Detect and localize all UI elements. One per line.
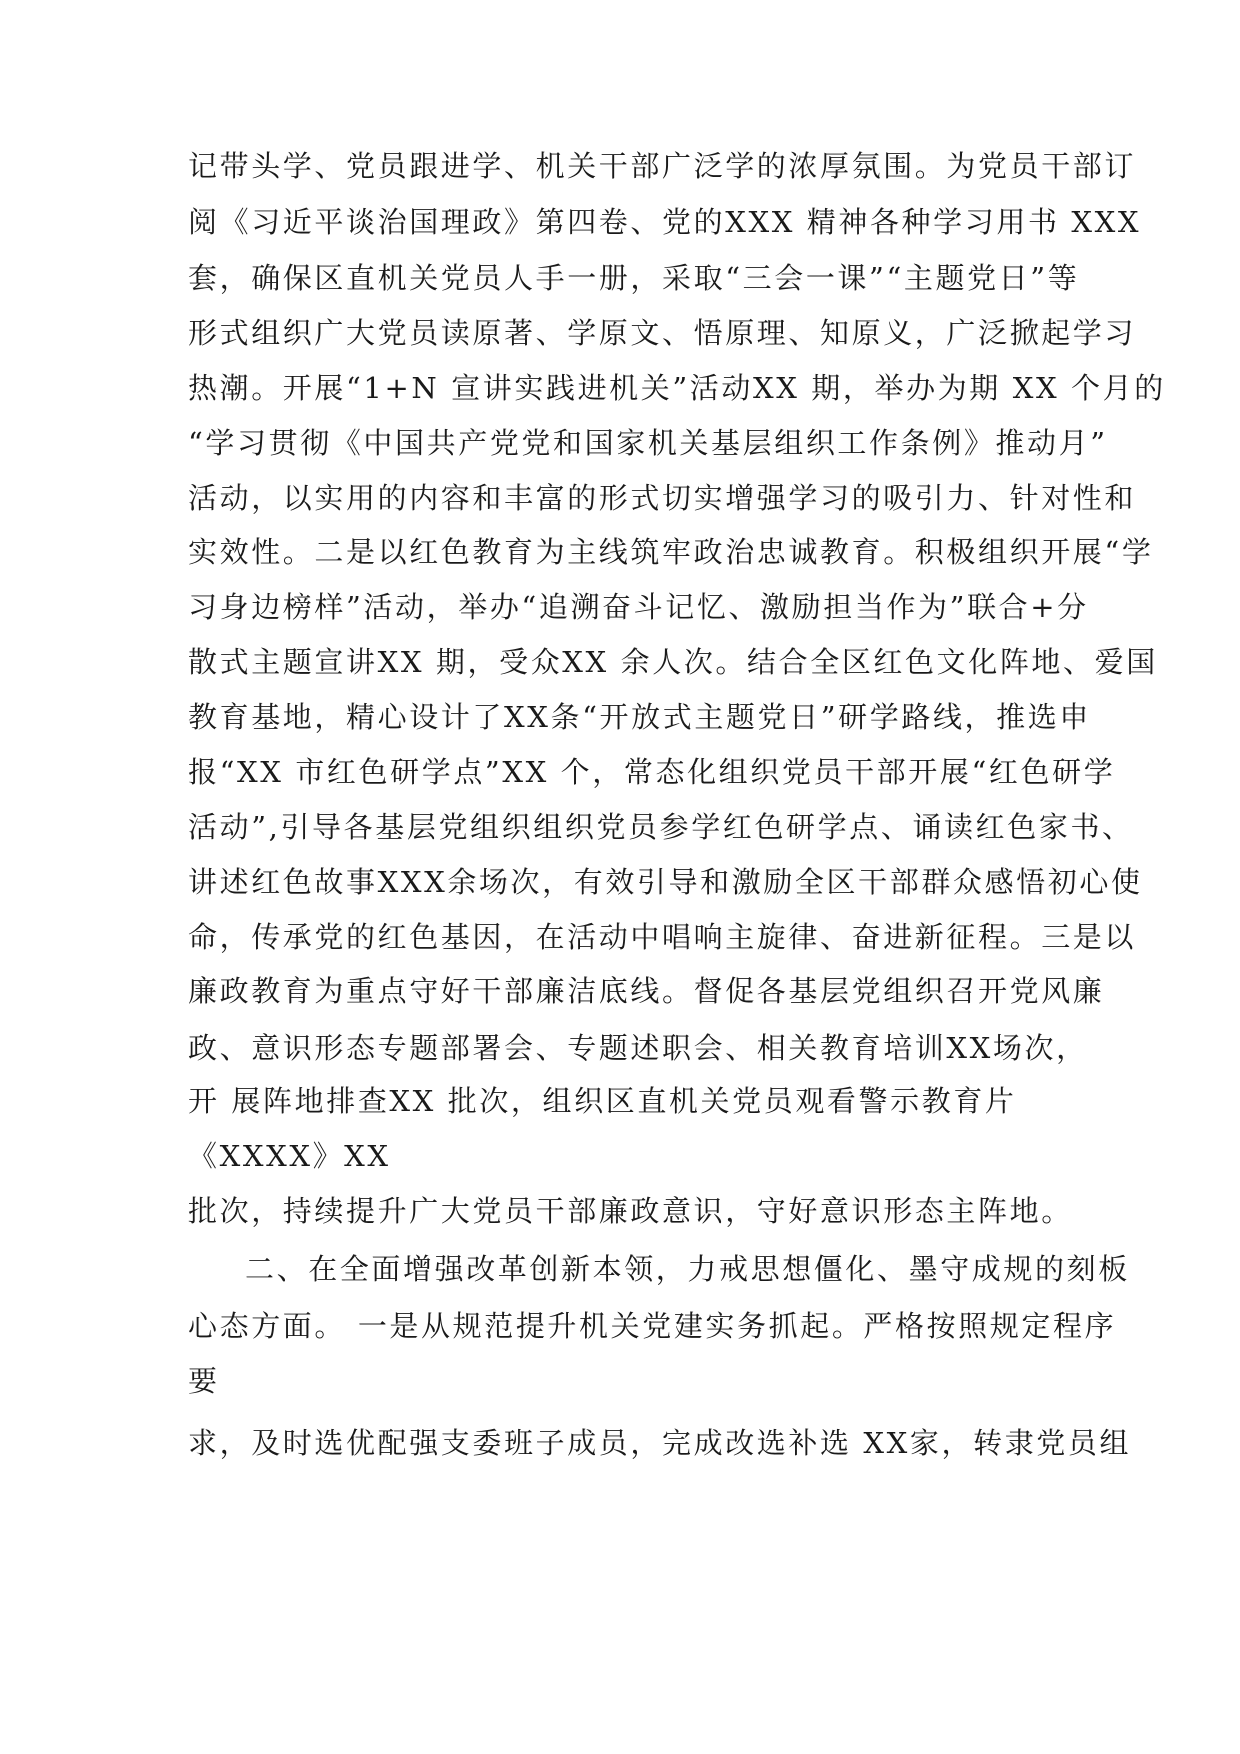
body-line-1: 记带头学、党员跟进学、机关干部广泛学的浓厚氛围。为党员干部订 xyxy=(188,149,1137,183)
body-line-17: 政、意识形态专题部署会、专题述职会、相关教育培训XX场次， xyxy=(188,1031,1088,1065)
body-line-12: 报“XX 市红色研学点”XX 个，常态化组织党员干部开展“红色研学 xyxy=(188,755,1116,789)
body-line-3: 套，确保区直机关党员人手一册，采取“三会一课”“主题党日”等 xyxy=(188,261,1080,295)
body-line-5: 热潮。开展“1+N 宣讲实践进机关”活动XX 期，举办为期 XX 个月的 xyxy=(188,371,1166,405)
body-line-15: 命，传承党的红色基因，在活动中唱响主旋律、奋进新征程。三是以 xyxy=(188,920,1137,954)
section-heading-line: 二、在全面增强改革创新本领，力戒思想僵化、墨守成规的刻板 xyxy=(245,1252,1130,1286)
body-line-7: 活动，以实用的内容和丰富的形式切实增强学习的吸引力、针对性和 xyxy=(188,481,1137,515)
body-line-22: 心态方面。 一是从规范提升机关党建实务抓起。严格按照规定程序 xyxy=(188,1309,1117,1343)
body-line-16: 廉政教育为重点守好干部廉洁底线。督促各基层党组织召开党风廉 xyxy=(188,974,1105,1008)
body-line-4: 形式组织广大党员读原著、学原文、悟原理、知原义，广泛掀起学习 xyxy=(188,316,1137,350)
body-line-11: 教育基地，精心设计了XX条“开放式主题党日”研学路线，推选申 xyxy=(188,700,1091,734)
body-line-9: 习身边榜样”活动，举办“追溯奋斗记忆、激励担当作为”联合+分 xyxy=(188,590,1089,624)
body-line-2: 阅《习近平谈治国理政》第四卷、党的XXX 精神各种学习用书 XXX xyxy=(188,205,1142,239)
body-line-13: 活动”,引导各基层党组织组织党员参学红色研学点、诵读红色家书、 xyxy=(188,810,1134,844)
body-line-18: 开 展阵地排查XX 批次，组织区直机关党员观看警示教育片 xyxy=(188,1084,1017,1118)
body-line-23: 要 xyxy=(188,1364,220,1398)
body-line-20: 批次，持续提升广大党员干部廉政意识，守好意识形态主阵地。 xyxy=(188,1194,1073,1228)
body-line-19: 《XXXX》XX xyxy=(188,1139,391,1173)
body-line-10: 散式主题宣讲XX 期，受众XX 余人次。结合全区红色文化阵地、爱国 xyxy=(188,645,1158,679)
body-line-24: 求，及时选优配强支委班子成员，完成改选补选 XX家，转隶党员组 xyxy=(188,1426,1132,1460)
body-line-6: “学习贯彻《中国共产党党和国家机关基层组织工作条例》推动月” xyxy=(188,426,1108,460)
body-line-14: 讲述红色故事XXX余场次，有效引导和激励全区干部群众感悟初心使 xyxy=(188,865,1143,899)
body-line-8: 实效性。二是以红色教育为主线筑牢政治忠诚教育。积极组织开展“学 xyxy=(188,535,1154,569)
